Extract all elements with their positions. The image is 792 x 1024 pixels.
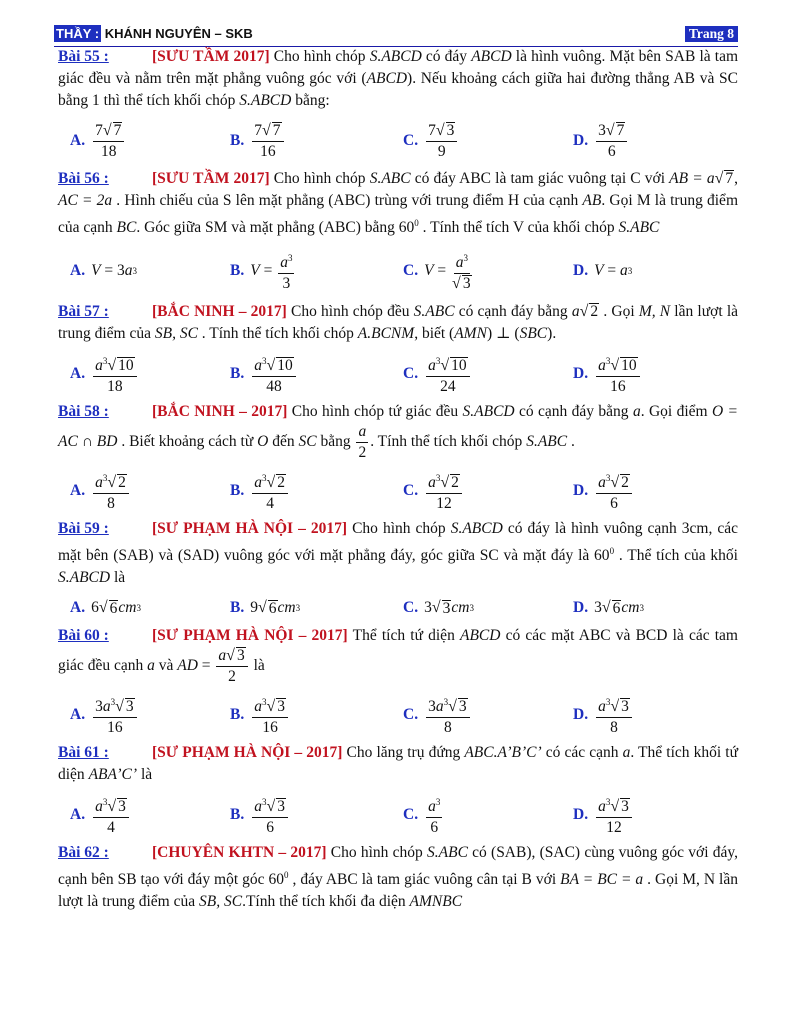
option-d[interactable]: D. $\frac{a^3√ 3}{12}$: [573, 790, 634, 840]
header-author: [54, 26, 253, 41]
option-c[interactable]: C. $\frac{3a^3√ 3}{8}$: [403, 690, 472, 740]
option-c[interactable]: C. $\frac{a^3√ 10}{24}$: [403, 349, 472, 399]
option-b[interactable]: B. $\frac{a^3√ 2}{4}$: [230, 466, 290, 516]
option-d[interactable]: D. $\frac{a^3√ 3}{8}$: [573, 690, 634, 740]
option-b[interactable]: B. 9 √ 6 cm 3: [230, 599, 301, 618]
option-a[interactable]: A. V = 3 a 3: [70, 262, 138, 280]
problem-number: Bài 58 :: [58, 403, 109, 421]
options-59: [58, 593, 738, 623]
page-header: [54, 24, 738, 47]
problem-number: Bài 56 :: [58, 170, 109, 187]
page-number: Trang 8: [685, 26, 738, 42]
option-b[interactable]: B. $\frac{7√ 7}{16}$: [230, 116, 286, 166]
option-b[interactable]: B. $\frac{a^3√ 10}{48}$: [230, 349, 298, 399]
option-c[interactable]: C. 3 √ 3 cm 3: [403, 599, 474, 618]
problem-source: [SƯU TẦM 2017]: [152, 170, 270, 187]
problem-61: Bài 61 : [SƯ PHẠM HÀ NỘI – 2017] Cho lăng trụ đứng ABC.A’B’C’ có các cạnh a. Thể tích khối tứ diện ABA’C’ là: [58, 744, 738, 784]
options-58: [58, 466, 738, 516]
problem-number: Bài 60 :: [58, 627, 109, 645]
option-d[interactable]: D. $\frac{a^3√ 10}{16}$: [573, 349, 642, 399]
problem-number: Bài 57 :: [58, 303, 109, 321]
problem-source: [SƯU TẦM 2017]: [152, 48, 270, 65]
options-60: [58, 690, 738, 740]
option-c[interactable]: C. $\frac{a^3√ 2}{12}$: [403, 466, 464, 516]
option-a[interactable]: A. $\frac{a^3√ 3}{4}$: [70, 790, 131, 840]
problem-60: Bài 60 : [SƯ PHẠM HÀ NỘI – 2017] Thể tích tứ diện ABCD có các mặt ABC và BCD là các tam giác đều cạnh a và AD = $\frac{a√ 3}{2}$ là: [58, 627, 738, 686]
problem-number: Bài 62 :: [58, 844, 109, 862]
option-a[interactable]: A. 6 √ 6 cm 3: [70, 599, 141, 618]
problem-source: [CHUYÊN KHTN – 2017]: [152, 844, 327, 862]
problem-55: Bài 55 : [SƯU TẦM 2017] Cho hình chóp S.ABCD có đáy ABCD là hình vuông. Mặt bên SAB là tam giác đều và nằm trên mặt phẳng vuông góc với (ABCD). Nếu khoảng cách giữa hai đường thẳng AB và SC bằng 1 thì thể tích khối chóp S.ABCD bằng:: [58, 48, 739, 109]
option-a[interactable]: A. $\frac{3a^3√ 3}{16}$: [70, 690, 139, 740]
problem-list: [58, 46, 738, 913]
option-c[interactable]: C. V = $\frac{a^3}{√ 3}$: [403, 243, 474, 299]
problem-58: Bài 58 : [BẮC NINH – 2017] Cho hình chóp tứ giác đều S.ABCD có cạnh đáy bằng a. Gọi điểm O = AC ∩ BD . Biết khoảng cách từ O đến SC bằng $\frac{a}{2}$ . Tính thể tích khối chóp S.ABC .: [58, 403, 738, 462]
problem-number: Bài 61 :: [58, 744, 109, 762]
option-d[interactable]: D. $\frac{3√ 7}{6}$: [573, 116, 629, 166]
problem-number: Bài 59 :: [58, 520, 109, 538]
options-56: [58, 243, 738, 299]
problem-source: [BẮC NINH – 2017]: [152, 403, 288, 421]
header-thay: THẦY :: [56, 26, 100, 41]
option-a[interactable]: A. $\frac{7√ 7}{18}$: [70, 116, 126, 166]
option-c[interactable]: C. $\frac{a^3}{6}$: [403, 790, 444, 840]
problem-59: Bài 59 : [SƯ PHẠM HÀ NỘI – 2017] Cho hình chóp S.ABCD có đáy là hình vuông cạnh 3cm, các mặt bên (SAB) và (SAD) vuông góc với mặt phẳng đáy, góc giữa SC và mặt đáy là $60^0$ . Thể tích của khối S.ABCD là: [58, 520, 738, 587]
option-a[interactable]: A. $\frac{a^3√ 10}{18}$: [70, 349, 139, 399]
problem-source: [SƯ PHẠM HÀ NỘI – 2017]: [152, 744, 343, 762]
problem-62: Bài 62 : [CHUYÊN KHTN – 2017] Cho hình chóp S.ABC có (SAB), (SAC) cùng vuông góc với đáy, cạnh bên SB tạo với đáy một góc $60^0$ , đáy ABC là tam giác vuông cân tại B với BA = BC = a . Gọi M, N lần lượt là trung điểm của SB, SC.Tính thể tích khối đa diện AMNBC: [58, 844, 738, 911]
problem-source: [BẮC NINH – 2017]: [152, 303, 287, 321]
option-a[interactable]: A. $\frac{a^3√ 2}{8}$: [70, 466, 131, 516]
option-d[interactable]: D. V = a 3: [573, 262, 633, 280]
options-55: [58, 116, 738, 166]
problem-source: [SƯ PHẠM HÀ NỘI – 2017]: [152, 520, 348, 538]
option-c[interactable]: C. $\frac{7√ 3}{9}$: [403, 116, 459, 166]
options-57: [58, 349, 738, 399]
header-author-name: KHÁNH NGUYÊN – SKB: [104, 26, 253, 41]
option-b[interactable]: B. V = $\frac{a^3}{3}$: [230, 243, 296, 299]
options-61: [58, 790, 738, 840]
option-d[interactable]: D. 3 √ 6 cm 3: [573, 599, 644, 618]
option-b[interactable]: B. $\frac{a^3√ 3}{6}$: [230, 790, 290, 840]
problem-56: Bài 56 : [SƯU TẦM 2017] Cho hình chóp S.ABC có đáy ABC là tam giác vuông tại C với AB = a√ 7, AC = 2a . Hình chiếu của S lên mặt phẳng (ABC) trùng với trung điểm H của cạnh AB. Gọi M là trung điểm của cạnh BC. Góc giữa SM và mặt phẳng (ABC) bằng $60^0$ . Tính thể tích V của khối chóp S.ABC: [58, 170, 738, 237]
problem-57: Bài 57 : [BẮC NINH – 2017] Cho hình chóp đều S.ABC có cạnh đáy bằng a√ 2 . Gọi M, N lần lượt là trung điểm của SB, SC . Tính thể tích khối chóp A.BCNM, biết (AMN) ⊥ (SBC).: [58, 303, 739, 343]
problem-number: Bài 55 :: [58, 48, 109, 65]
problem-source: [SƯ PHẠM HÀ NỘI – 2017]: [152, 627, 348, 645]
option-d[interactable]: D. $\frac{a^3√ 2}{6}$: [573, 466, 634, 516]
option-b[interactable]: B. $\frac{a^3√ 3}{16}$: [230, 690, 290, 740]
